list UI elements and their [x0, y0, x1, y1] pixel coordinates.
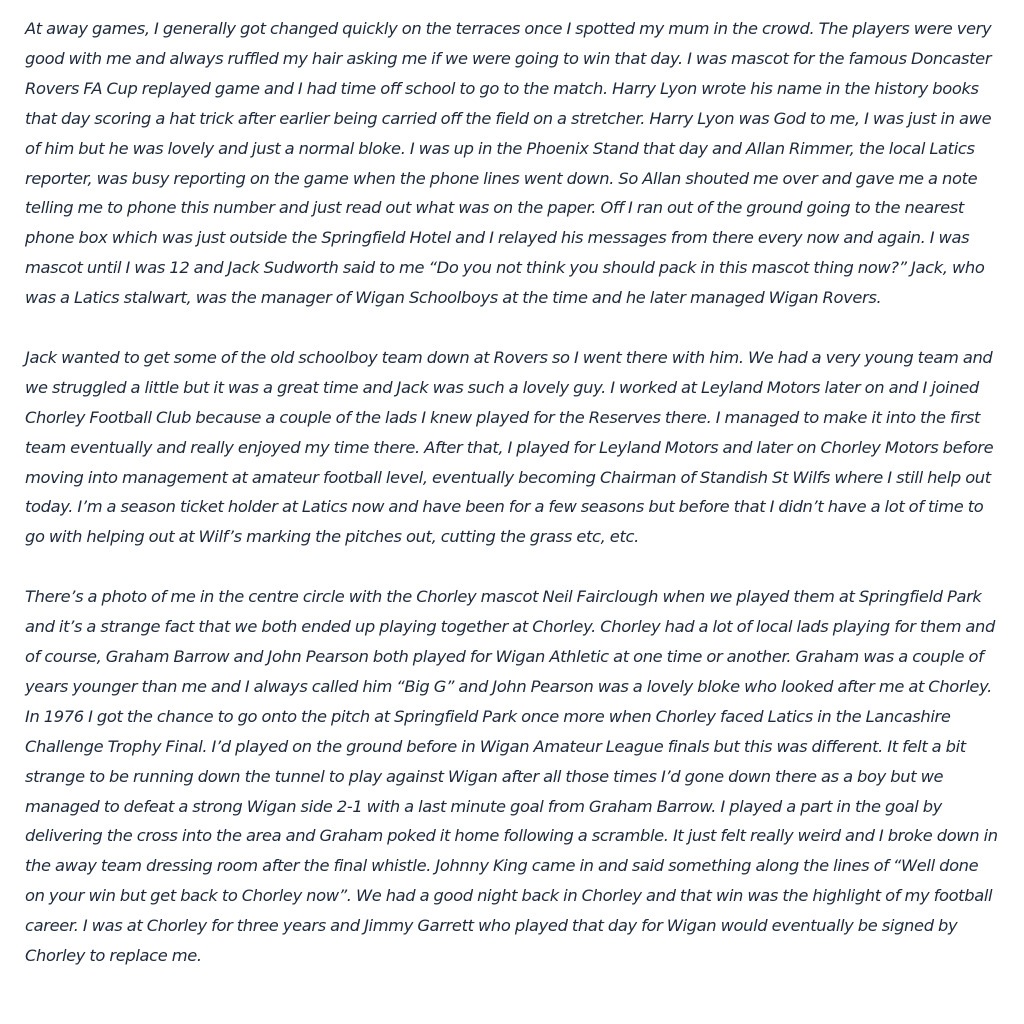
paragraph: At away games, I generally got changed quickly on the terraces once I spotted my mum in the crowd. The players were very good with me and always ruffled my hair asking me if we were going to win that day. I was mascot for the famous Doncaster Rovers FA Cup replayed game and I had time off school to go to the match. Harry Lyon wrote his name in the history books that day scoring a hat trick after earlier being carried off the field on a stretcher. Harry Lyon was God to me, I was just in awe of him but he was lovely and just a normal bloke. I was up in the Phoenix Stand that day and Allan Rimmer, the local Latics reporter, was busy reporting on the game when the phone lines went down. So Allan shouted me over and gave me a note telling me to phone this number and just read out what was on the paper. Off I ran out of the ground going to the nearest phone box which was just outside the Springfield Hotel and I relayed his messages from there every now and again. I was mascot until I was 12 and Jack Sudworth said to me “Do you not think you should pack in this mascot thing now?” Jack, who was a Latics stalwart, was the manager of Wigan Schoolboys at the time and he later managed Wigan Rovers. — [25, 19, 992, 308]
paragraph: There’s a photo of me in the centre circle with the Chorley mascot Neil Fairclough when we played them at Springfield Park and it’s a strange fact that we both ended up playing together at Chorley. Chorley had a lot of local lads playing for them and of course, Graham Barrow and John Pearson both played for Wigan Athletic at one time or another. Graham was a couple of years younger than me and I always called him “Big G” and John Pearson was a lovely bloke who looked after me at Chorley. In 1976 I got the chance to go onto the pitch at Springfield Park once more when Chorley faced Latics in the Lancashire Challenge Trophy Final. I’d played on the ground before in Wigan Amateur League finals but this was different. It felt a bit strange to be running down the tunnel to play against Wigan after all those times I’d gone down there as a boy but we managed to defeat a strong Wigan side 2-1 with a last minute goal from Graham Barrow. I played a part in the goal by delivering the cross into the area and Graham poked it home following a scramble. It just felt really weird and I broke down in the away team dressing room after the final whistle. Johnny King came in and said something along the lines of “Well done on your win but get back to Chorley now”. We had a good night back in Chorley and that win was the highlight of my football career. I was at Chorley for three years and Jimmy Garrett who played that day for Wigan would eventually be signed by Chorley to replace me. — [25, 587, 998, 966]
article-body — [25, 14, 1000, 971]
paragraph: Jack wanted to get some of the old schoolboy team down at Rovers so I went there with him. We had a very young team and we struggled a little but it was a great time and Jack was such a lovely guy. I worked at Leyland Motors later on and I joined Chorley Football Club because a couple of the lads I knew played for the Reserves there. I managed to make it into the first team eventually and really enjoyed my time there. After that, I played for Leyland Motors and later on Chorley Motors before moving into management at amateur football level, eventually becoming Chairman of Standish St Wilfs where I still help out today. I’m a season ticket holder at Latics now and have been for a few seasons but before that I didn’t have a lot of time to go with helping out at Wilf’s marking the pitches out, cutting the grass etc, etc. — [25, 347, 994, 547]
